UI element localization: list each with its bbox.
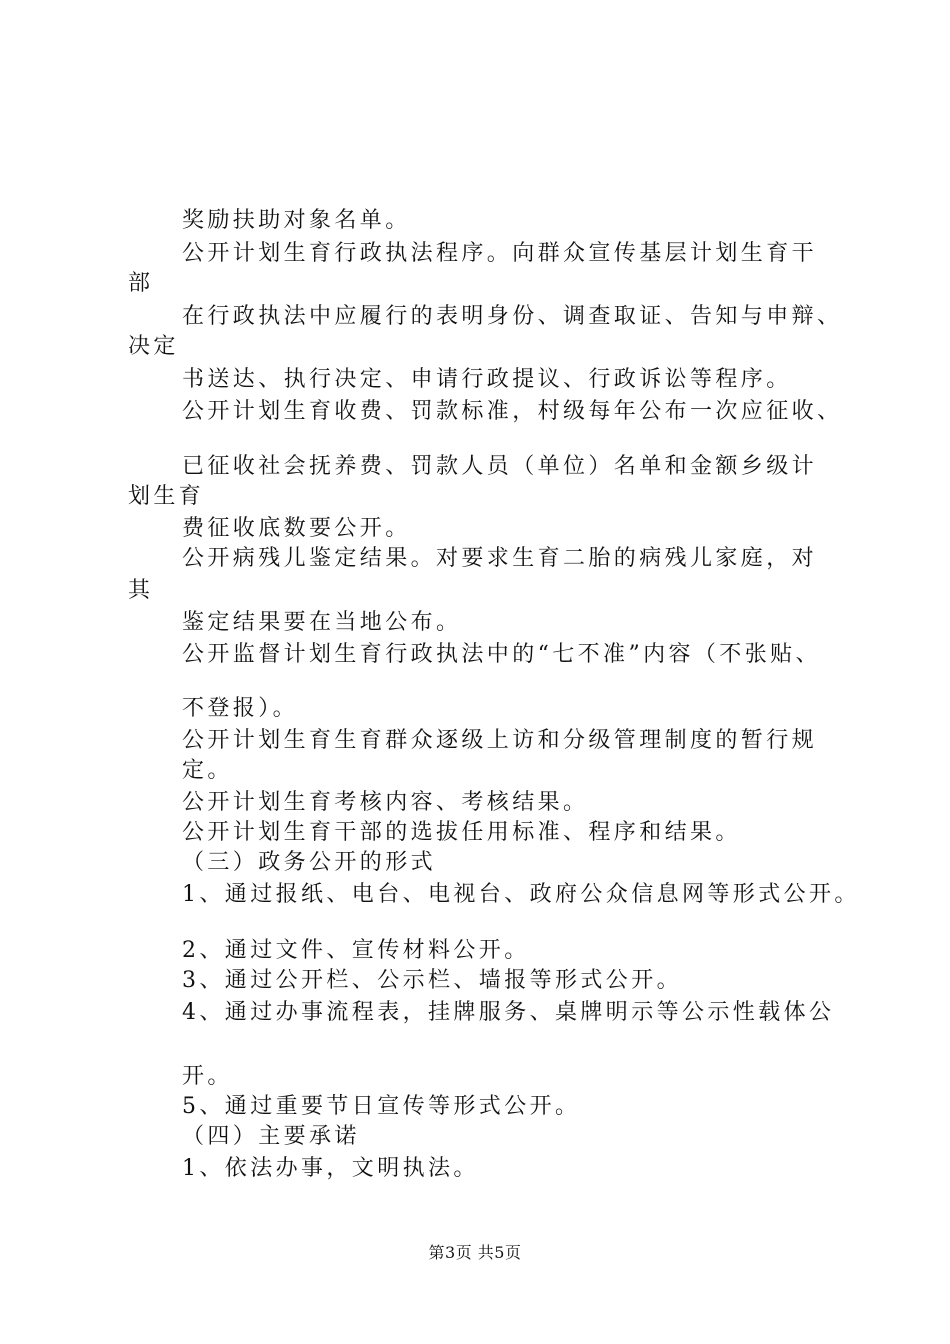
page-total: 共5页 — [477, 1243, 522, 1262]
text-line-6: 书送达、执行决定、申请行政提议、行政诉讼等程序。 — [182, 367, 792, 392]
text-line-14: 公开监督计划生育行政执法中的“七不准”内容（不张贴、 — [182, 642, 821, 667]
text-line-25: 开。 — [182, 1064, 233, 1089]
text-line-3: 部 — [128, 271, 154, 296]
text-line-9: 划生育 — [128, 484, 205, 509]
text-line-8: 已征收社会抚养费、罚款人员（单位）名单和金额乡级计 — [182, 454, 818, 479]
text-line-20: （三）政务公开的形式 — [182, 850, 437, 875]
text-line-5: 决定 — [128, 334, 179, 359]
page-number: 第3页 — [428, 1243, 473, 1262]
text-line-4: 在行政执法中应履行的表明身份、调查取证、告知与申辩、 — [182, 304, 843, 329]
text-line-16: 公开计划生育生育群众逐级上访和分级管理制度的暂行规 — [182, 728, 818, 753]
text-line-19: 公开计划生育干部的选拔任用标准、程序和结果。 — [182, 820, 741, 845]
text-line-2: 公开计划生育行政执法程序。向群众宣传基层计划生育干 — [182, 241, 818, 266]
text-line-11: 公开病残儿鉴定结果。对要求生育二胎的病残儿家庭，对 — [182, 546, 818, 571]
text-line-21: 1、通过报纸、电台、电视台、政府公众信息网等形式公开。 — [182, 882, 860, 907]
text-line-10: 费征收底数要公开。 — [182, 516, 411, 541]
text-line-13: 鉴定结果要在当地公布。 — [182, 610, 462, 635]
text-line-26: 5、通过重要节日宣传等形式公开。 — [182, 1094, 581, 1119]
text-line-1: 奖励扶助对象名单。 — [182, 208, 411, 233]
page-footer — [0, 1245, 950, 1261]
text-line-23: 3、通过公开栏、公示栏、墙报等形式公开。 — [182, 968, 682, 993]
text-line-12: 其 — [128, 578, 154, 603]
text-line-17: 定。 — [182, 758, 233, 783]
text-line-7: 公开计划生育收费、罚款标准，村级每年公布一次应征收、 — [182, 399, 843, 424]
text-line-22: 2、通过文件、宣传材料公开。 — [182, 938, 530, 963]
text-line-24: 4、通过办事流程表，挂牌服务、桌牌明示等公示性载体公 — [182, 1000, 835, 1025]
text-line-28: 1、依法办事，文明执法。 — [182, 1156, 479, 1181]
text-line-15: 不登报）。 — [182, 696, 299, 721]
text-line-18: 公开计划生育考核内容、考核结果。 — [182, 790, 589, 815]
text-line-27: （四）主要承诺 — [182, 1124, 360, 1149]
